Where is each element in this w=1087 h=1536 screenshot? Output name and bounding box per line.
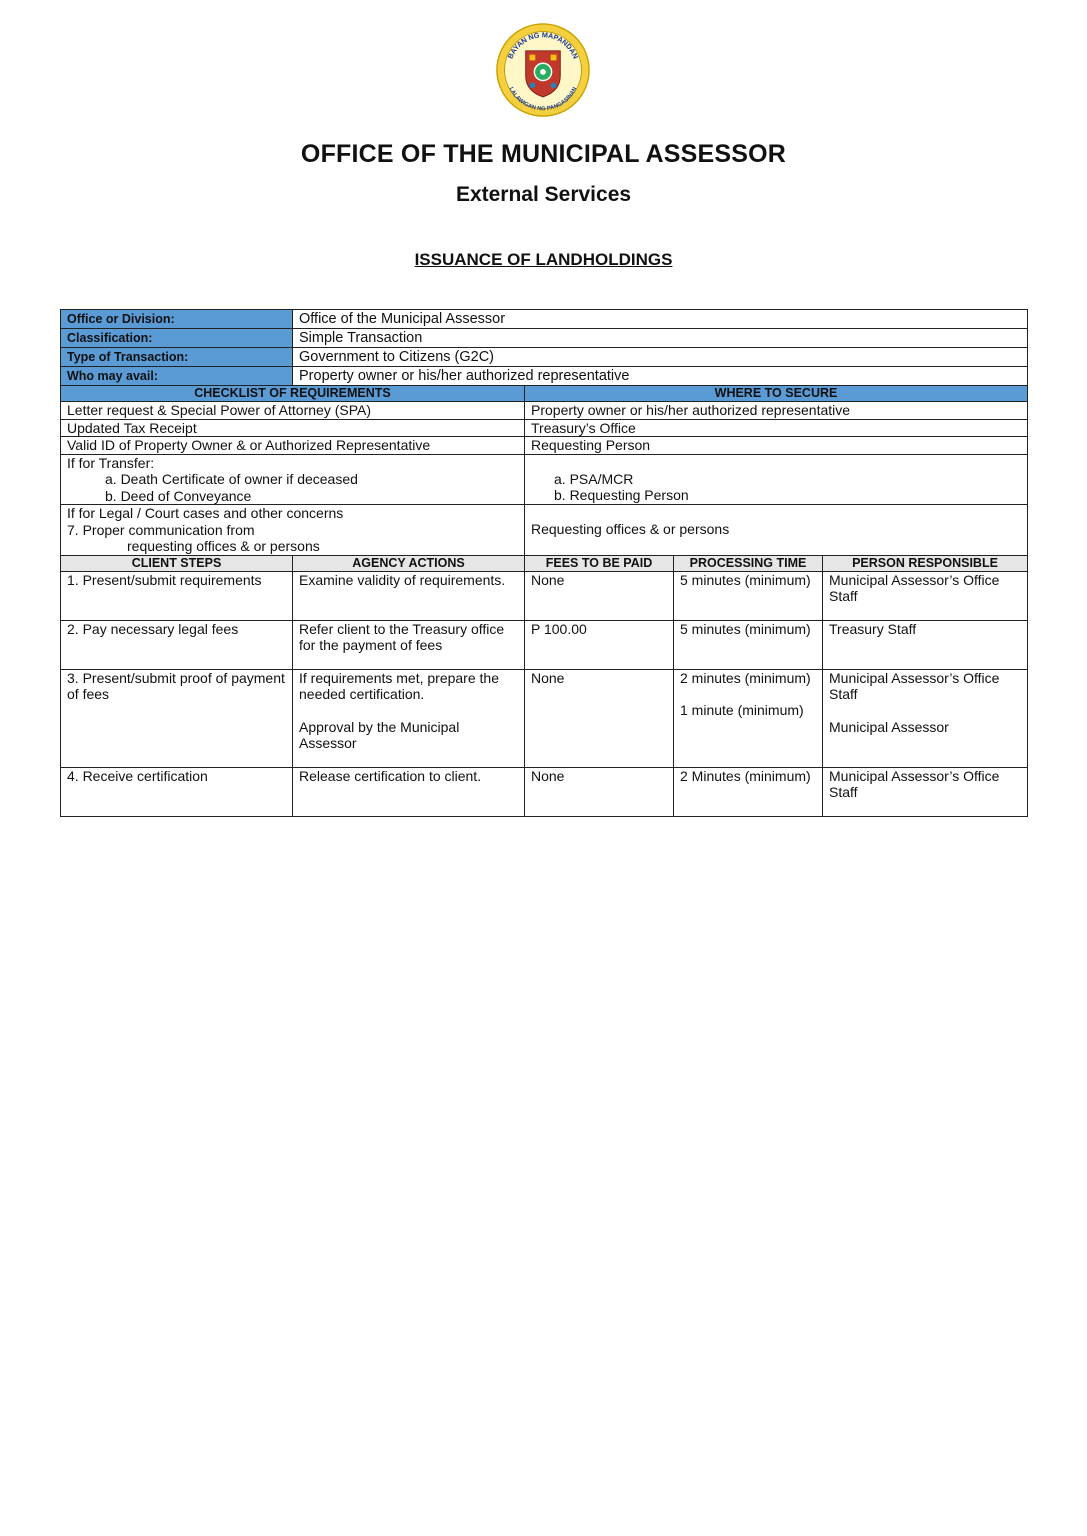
info-label: Office or Division: xyxy=(61,310,293,329)
legal-where-text: Requesting offices & or persons xyxy=(531,521,730,537)
services-subtitle: External Services xyxy=(455,183,632,206)
checklist-row xyxy=(61,402,1028,420)
person-responsible-header: PERSON RESPONSIBLE xyxy=(823,555,1028,571)
info-row xyxy=(61,310,1028,329)
process-step-row xyxy=(61,620,1028,669)
fee: None xyxy=(525,571,674,620)
checklist-header-row xyxy=(61,386,1028,402)
office-title: OFFICE OF THE MUNICIPAL ASSESSOR xyxy=(300,140,787,168)
legal-requirements xyxy=(61,505,525,556)
client-step: 1. Present/submit requirements xyxy=(61,571,293,620)
client-step: 2. Pay necessary legal fees xyxy=(61,620,293,669)
where-to-secure: Property owner or his/her authorized representative xyxy=(525,402,1028,420)
svg-text:LALAWIGAN NG PANGASINAN: LALAWIGAN NG PANGASINAN xyxy=(507,86,579,113)
requirement: Valid ID of Property Owner & or Authorized Representative xyxy=(61,437,525,455)
checklist-row xyxy=(61,419,1028,437)
person-responsible: Municipal Assessor’s Office Staff xyxy=(823,767,1028,816)
processing-time: 5 minutes (minimum) xyxy=(674,620,823,669)
info-label: Who may avail: xyxy=(61,367,293,386)
person-responsible: Treasury Staff xyxy=(823,620,1028,669)
info-row xyxy=(61,348,1028,367)
processing-time-header: PROCESSING TIME xyxy=(674,555,823,571)
client-step: 4. Receive certification xyxy=(61,767,293,816)
agency-action: Examine validity of requirements. xyxy=(293,571,525,620)
transfer-item-a: a. Death Certificate of owner if deceased xyxy=(105,471,358,487)
where-to-secure-header: WHERE TO SECURE xyxy=(525,386,1028,402)
municipal-seal-logo xyxy=(495,22,591,118)
where-to-secure: Treasury’s Office xyxy=(525,419,1028,437)
agency-action-approval: Approval by the Municipal Assessor xyxy=(299,718,460,751)
legal-item-cont: requesting offices & or persons xyxy=(127,538,320,554)
checklist-row-legal xyxy=(61,505,1028,556)
transfer-where-a: a. PSA/MCR xyxy=(554,470,634,487)
fee: None xyxy=(525,767,674,816)
person-responsible: Municipal Assessor’s Office Staff xyxy=(829,669,1000,702)
legal-where xyxy=(525,505,1028,556)
process-header-row xyxy=(61,555,1028,571)
citizen-charter-table xyxy=(60,309,1028,817)
agency-action: Release certification to client. xyxy=(293,767,525,816)
requirement: Letter request & Special Power of Attorney (SPA) xyxy=(61,402,525,420)
info-value: Government to Citizens (G2C) xyxy=(293,348,1028,367)
transfer-requirements xyxy=(61,454,525,505)
info-row xyxy=(61,367,1028,386)
info-value: Office of the Municipal Assessor xyxy=(293,310,1028,329)
transfer-where xyxy=(525,454,1028,505)
legal-item: 7. Proper communication from xyxy=(67,521,255,538)
agency-action: Refer client to the Treasury office for the payment of fees xyxy=(293,620,525,669)
transfer-item-b: b. Deed of Conveyance xyxy=(105,487,252,504)
fee: P 100.00 xyxy=(525,620,674,669)
fee: None xyxy=(525,669,674,767)
person-responsible-cell xyxy=(823,669,1028,767)
agency-action: If requirements met, prepare the needed certification. xyxy=(299,669,499,702)
fees-header: FEES TO BE PAID xyxy=(525,555,674,571)
transfer-where-b: b. Requesting Person xyxy=(554,487,689,503)
person-responsible-approval: Municipal Assessor xyxy=(829,718,949,735)
checklist-row xyxy=(61,437,1028,455)
info-label: Type of Transaction: xyxy=(61,348,293,367)
info-value: Simple Transaction xyxy=(293,329,1028,348)
service-title: ISSUANCE OF LANDHOLDINGS xyxy=(414,250,673,269)
info-label: Classification: xyxy=(61,329,293,348)
svg-text:BAYAN NG MAPANDAN: BAYAN NG MAPANDAN xyxy=(505,30,581,61)
processing-time-cell xyxy=(674,669,823,767)
info-row xyxy=(61,329,1028,348)
agency-actions-header: AGENCY ACTIONS xyxy=(293,555,525,571)
process-step-row xyxy=(61,571,1028,620)
transfer-heading: If for Transfer: xyxy=(67,454,155,471)
processing-time: 2 minutes (minimum) xyxy=(680,669,811,686)
processing-time: 2 Minutes (minimum) xyxy=(674,767,823,816)
checklist-header: CHECKLIST OF REQUIREMENTS xyxy=(61,386,525,402)
agency-actions-cell xyxy=(293,669,525,767)
client-step: 3. Present/submit proof of payment of fees xyxy=(61,669,293,767)
processing-time: 5 minutes (minimum) xyxy=(674,571,823,620)
where-to-secure: Requesting Person xyxy=(525,437,1028,455)
info-value: Property owner or his/her authorized representative xyxy=(293,367,1028,386)
requirement: Updated Tax Receipt xyxy=(61,419,525,437)
client-steps-header: CLIENT STEPS xyxy=(61,555,293,571)
processing-time-approval: 1 minute (minimum) xyxy=(680,702,804,718)
person-responsible: Municipal Assessor’s Office Staff xyxy=(823,571,1028,620)
process-step-row xyxy=(61,669,1028,767)
checklist-row-transfer xyxy=(61,454,1028,505)
legal-heading: If for Legal / Court cases and other concerns xyxy=(67,505,344,521)
process-step-row xyxy=(61,767,1028,816)
